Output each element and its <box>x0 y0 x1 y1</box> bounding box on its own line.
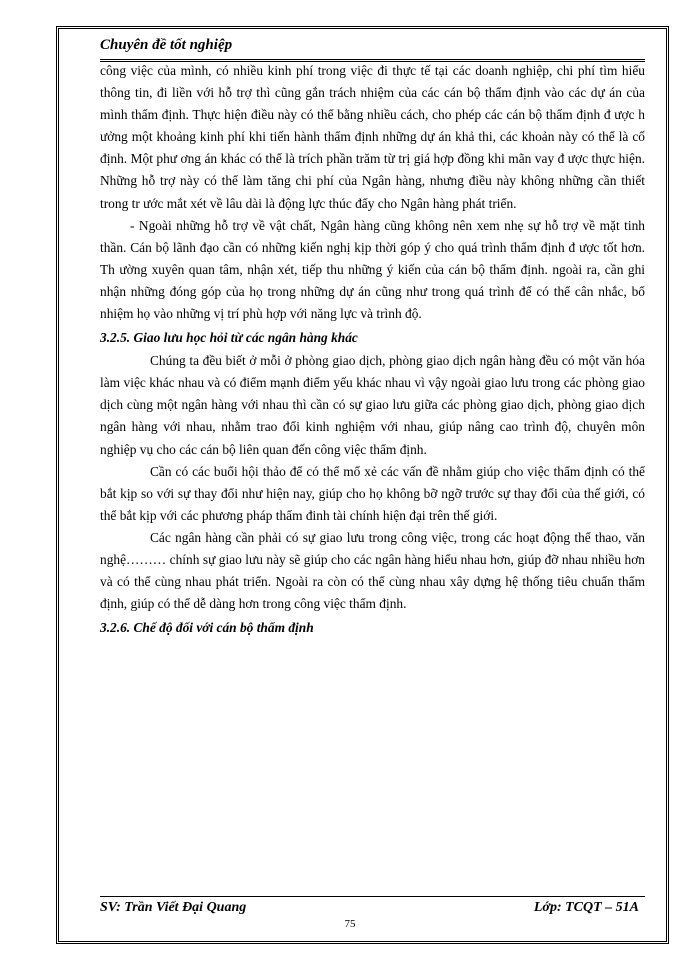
paragraph-workshops: Cần có các buổi hội thảo để có thể mổ xẻ các vấn đề nhằm giúp cho việc thẩm định có thể bắt kịp so với sự thay đổi như hiện nay, giúp cho họ không bỡ ngỡ trước sự thay đổi của thế giới, có thể bắt kịp với các phương pháp thẩm đinh tài chính hiện đại trên thế giới. <box>100 463 645 523</box>
footer-rule <box>100 896 645 897</box>
paragraph-spiritual-support: - Ngoài những hỗ trợ về vật chất, Ngân hàng cũng không nên xem nhẹ sự hỗ trợ về mặt tinh thần. Cán bộ lãnh đạo cần có những kiến nghị kịp thời góp ý cho quá trình thẩm định đ ược tốt hơn. Th ường xuyên quan tâm, nhận xét, tiếp thu những ý kiến của cán bộ thẩm định. ngoài ra, cần ghi nhận những đóng góp của họ trong những dự án cũng như trong quá trình để có thể cân nhắc, bổ nhiệm họ vào những vị trí phù hợp với năng lực và trình độ. <box>100 217 645 322</box>
footer-student: SV: Trần Viết Đại Quang <box>100 900 247 915</box>
document-body <box>100 60 645 640</box>
page-footer <box>100 900 645 916</box>
page-header <box>100 36 645 60</box>
header-title: Chuyên đề tốt nghiệp <box>100 37 233 53</box>
paragraph-exchange-branches: Chúng ta đều biết ở mỗi ở phòng giao dịch, phòng giao dịch ngân hàng đều có một văn hóa làm việc khác nhau và có điểm mạnh điểm yếu khác nhau vì vậy ngoài giao lưu trong các phòng giao dịch cùng một ngân hàng với nhau thì cần có sự giao lưu giữa các phòng giao dịch, phòng giao dịch ngân hàng với nhau, nhằm trao đổi kinh nghiệm với nhau, giúp nâng cao trình độ, chuyên môn nghiệp vụ cho các cán bộ liên quan đến công việc thẩm định. <box>100 353 645 457</box>
footer-class: Lớp: TCQT – 51A <box>533 900 639 915</box>
paragraph-support-funding: công việc của mình, có nhiều kinh phí trong việc đi thực tế tại các doanh nghiệp, chi phí tìm hiểu thông tin, đi liền với hỗ trợ thì cũng gắn trách nhiệm của các cán bộ thẩm định vào các dự án của mình thẩm định. Thực hiện điều này có thể bằng nhiều cách, cho phép các cán bộ thẩm định đ ược h ưởng một khoảng kinh phí khi tiến hành thẩm định những dự án khả thi, các khoản này có thể là cố định. Một phư ơng án khác có thể là trích phần trăm từ trị giá hợp đồng khi mãn vay đ ược thực hiện. Những hỗ trợ này có thể làm tăng chi phí của Ngân hàng, nhưng điều này không những cần thiết trong tr ước mắt xét về lâu dài là động lực thúc đẩy cho Ngân hàng phát triển. <box>100 63 645 211</box>
section-heading-3-2-5: 3.2.5. Giao lưu học hỏi từ các ngân hàng khác <box>100 330 358 346</box>
page-number: 75 <box>344 918 356 930</box>
section-heading-3-2-6: 3.2.6. Chế độ đối với cán bộ thẩm định <box>100 620 314 636</box>
paragraph-bank-exchange: Các ngân hàng cần phải có sự giao lưu trong công việc, trong các hoạt động thể thao, văn nghệ……… chính sự giao lưu này sẽ giúp cho các ngân hàng hiểu nhau hơn, giúp đỡ nhau nhiều hơn và có thể cùng nhau phát triển. Ngoài ra còn có thể cùng nhau xây dựng hệ thống tiêu chuẩn thẩm định, giúp có thể dễ dàng hơn trong công việc thẩm định. <box>100 529 645 612</box>
